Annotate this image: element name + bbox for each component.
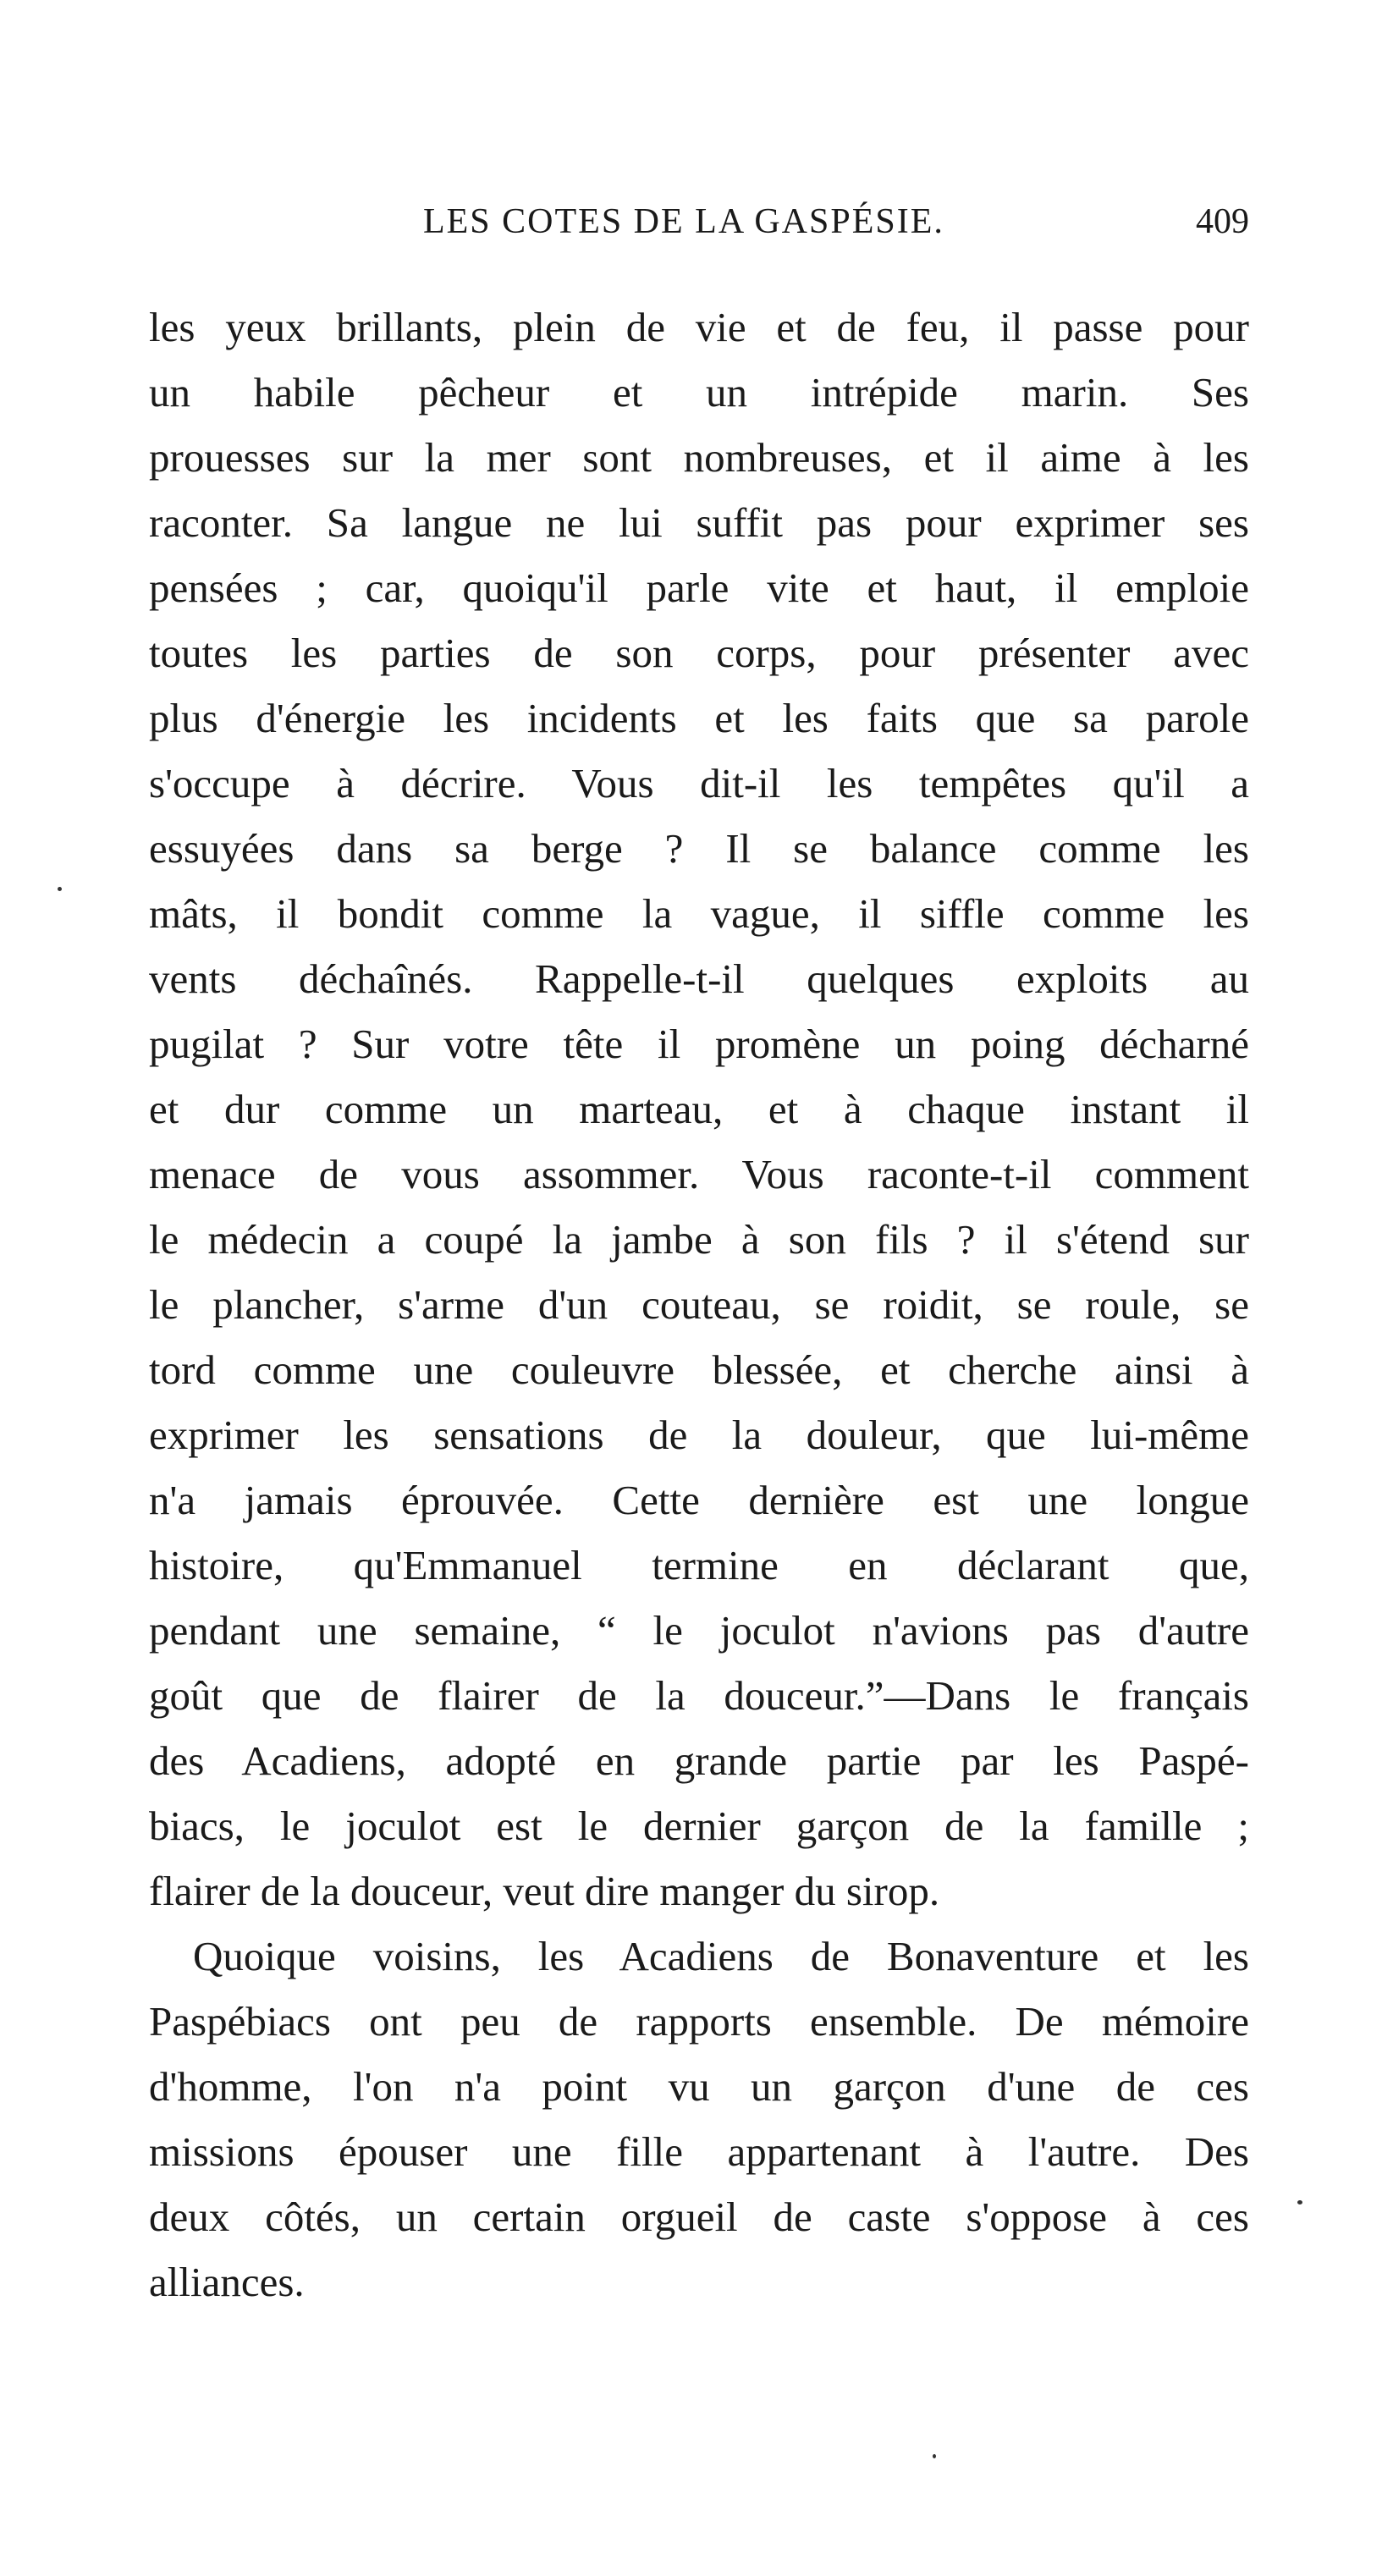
text-line: prouesses sur la mer sont nombreuses, et il aime à les — [149, 434, 1249, 481]
text-line: exprimer les sensations de la douleur, que lui-même — [149, 1412, 1249, 1458]
text-line: biacs, le joculot est le dernier garçon de la famille ; — [149, 1803, 1249, 1849]
text-line: pugilat ? Sur votre tête il promène un poing décharné — [149, 1021, 1249, 1067]
text-line: des Acadiens, adopté en grande partie par les Paspé- — [149, 1737, 1249, 1784]
text-line: n'a jamais éprouvée. Cette dernière est une longue — [149, 1477, 1249, 1523]
text-line: et dur comme un marteau, et à chaque instant il — [149, 1086, 1249, 1132]
print-speck — [58, 887, 62, 891]
text-line: deux côtés, un certain orgueil de caste s'oppose à ces — [149, 2193, 1249, 2240]
text-line: mâts, il bondit comme la vague, il siffle comme les — [149, 890, 1249, 937]
paragraph — [149, 294, 1249, 1924]
text-line: pendant une semaine, “ le joculot n'avions pas d'autre — [149, 1607, 1249, 1654]
text-line: les yeux brillants, plein de vie et de feu, il passe pour — [149, 304, 1249, 350]
text-line: un habile pêcheur et un intrépide marin. Ses — [149, 369, 1249, 416]
text-line: tord comme une couleuvre blessée, et cherche ainsi à — [149, 1346, 1249, 1393]
running-title: LES COTES DE LA GASPÉSIE. — [423, 202, 944, 241]
body-text — [149, 294, 1249, 2315]
text-line: missions épouser une fille appartenant à l'autre. Des — [149, 2128, 1249, 2175]
text-line: Quoique voisins, les Acadiens de Bonaventure et les — [193, 1933, 1249, 1979]
text-line: Paspébiacs ont peu de rapports ensemble. De mémoire — [149, 1998, 1249, 2045]
text-line: menace de vous assommer. Vous raconte-t-il comment — [149, 1151, 1249, 1197]
print-speck — [1297, 2200, 1302, 2204]
text-line: toutes les parties de son corps, pour présenter avec — [149, 630, 1249, 676]
print-speck — [933, 2454, 936, 2458]
text-line: goût que de flairer de la douceur.”—Dans le français — [149, 1672, 1249, 1719]
text-line: le médecin a coupé la jambe à son fils ? il s'étend sur — [149, 1216, 1249, 1263]
paragraph — [149, 1924, 1249, 2315]
text-line: d'homme, l'on n'a point vu un garçon d'une de ces — [149, 2063, 1249, 2110]
text-line: vents déchaînés. Rappelle-t-il quelques exploits au — [149, 955, 1249, 1002]
text-line: plus d'énergie les incidents et les faits que sa parole — [149, 695, 1249, 741]
running-header — [149, 201, 1249, 252]
text-line: alliances. — [149, 2259, 305, 2305]
text-line: histoire, qu'Emmanuel termine en déclarant que, — [149, 1542, 1249, 1588]
text-line: le plancher, s'arme d'un couteau, se roidit, se roule, se — [149, 1281, 1249, 1328]
text-line: raconter. Sa langue ne lui suffit pas pour exprimer ses — [149, 499, 1249, 546]
text-line: s'occupe à décrire. Vous dit-il les tempêtes qu'il a — [149, 760, 1249, 806]
text-line: flairer de la douceur, veut dire manger du sirop. — [149, 1868, 940, 1914]
page-number: 409 — [1196, 202, 1249, 241]
text-line: pensées ; car, quoiqu'il parle vite et haut, il emploie — [149, 564, 1249, 611]
text-line: essuyées dans sa berge ? Il se balance comme les — [149, 825, 1249, 872]
